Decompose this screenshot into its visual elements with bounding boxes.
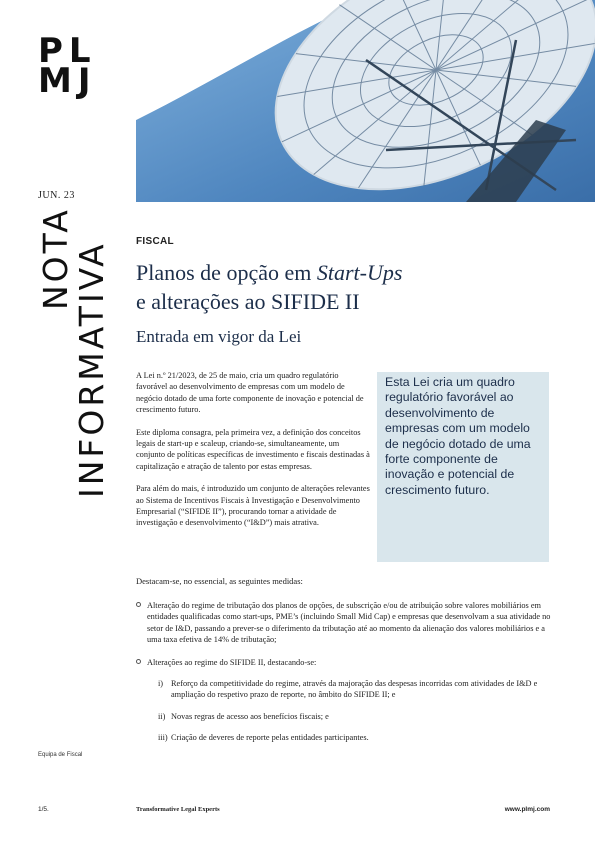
subtitle: Entrada em vigor da Lei — [136, 327, 302, 346]
bullet-circle-icon — [136, 602, 141, 607]
measures-intro: Destacam-se, no essencial, as seguintes medidas: — [136, 576, 303, 586]
paragraph-1: A Lei n.º 21/2023, de 25 de maio, cria um quadro regulatório favorável ao desenvolvimento de empresas com um modelo de negócio dotado de uma forte componente de inovação e potencial de crescimento futuro. — [136, 371, 364, 415]
paragraph-2: Este diploma consagra, pela primeira vez, a definição dos conceitos legais de start-up e scaleup, criando-se, simultaneamente, um conjunto de políticas específicas de investimento e fiscais destinadas à capitalização e atração de talento por estas empresas. — [136, 427, 370, 471]
hero-image — [136, 0, 595, 202]
title-line-1a: Planos de opção em — [136, 260, 317, 285]
sub-item-number: ii) — [158, 711, 166, 721]
list-item — [136, 600, 552, 646]
page-number: 1/5. — [38, 806, 49, 813]
plmj-logo — [38, 31, 100, 101]
measures-list — [136, 600, 552, 755]
sub-list — [158, 678, 552, 744]
issue-date: JUN. 23 — [38, 190, 75, 201]
pull-quote: Esta Lei cria um quadro regulatório favorável ao desenvolvimento de empresas com um modelo de negócio dotado de uma forte componente de inovação e potencial de crescimento futuro. — [377, 372, 549, 562]
list-item-text: Alteração do regime de tributação dos planos de opções, de subscrição e/ou de atribuição sobre valores mobiliários em entidades qualificadas como start-ups, PME’s (incluindo Small Mid Cap) e empresas que desenvolvam a sua atividade no setor de I&D, passando a prever-se o diferimento da tributação até ao momento da alienação dos valores mobiliários e a uma taxa efetiva de 14% de tributação; — [147, 601, 551, 645]
sub-item-number: iii) — [158, 733, 168, 743]
footer-website-link[interactable]: www.plmj.com — [504, 806, 550, 813]
logo-line-1: PL — [38, 31, 97, 71]
sub-item-text: Reforço da competitividade do regime, através da majoração das despesas incorridas com atividades de I&D e ampliação do respetivo prazo de reporte, no âmbito do SIFIDE II; e — [171, 679, 538, 700]
sub-list-item — [158, 732, 552, 743]
sub-item-text: Criação de deveres de reporte pelas entidades participantes. — [171, 733, 369, 743]
title-line-1-emphasis: Start-Ups — [316, 260, 403, 285]
sub-list-item — [158, 711, 552, 722]
title-line-2: e alterações ao SIFIDE II — [136, 289, 360, 314]
vertical-title — [36, 207, 111, 498]
sub-item-text: Novas regras de acesso aos benefícios fiscais; e — [171, 711, 329, 721]
page-title — [136, 258, 536, 316]
list-item-text: Alterações ao regime do SIFIDE II, destacando-se: — [147, 657, 317, 667]
logo-line-2: MJ — [38, 61, 97, 101]
team-label: Equipa de Fiscal — [38, 752, 83, 758]
category-label: FISCAL — [136, 236, 174, 247]
paragraph-3: Para além do mais, é introduzido um conjunto de alterações relevantes ao Sistema de Incentivos Fiscais à Investigação e Desenvolvimento Empresarial (“SIFIDE II”), procurando tornar a atividade de investigação e desenvolvimento (“I&D”) mais atrativa. — [136, 484, 370, 528]
vertical-title-line-1: NOTA — [36, 207, 75, 310]
intro-text — [136, 370, 370, 540]
sub-item-number: i) — [158, 679, 164, 689]
footer-tagline: Transformative Legal Experts — [136, 806, 220, 813]
list-item — [136, 657, 552, 744]
vertical-title-line-2: INFORMATIVA — [72, 241, 111, 498]
bullet-circle-icon — [136, 659, 141, 664]
sub-list-item — [158, 678, 552, 701]
